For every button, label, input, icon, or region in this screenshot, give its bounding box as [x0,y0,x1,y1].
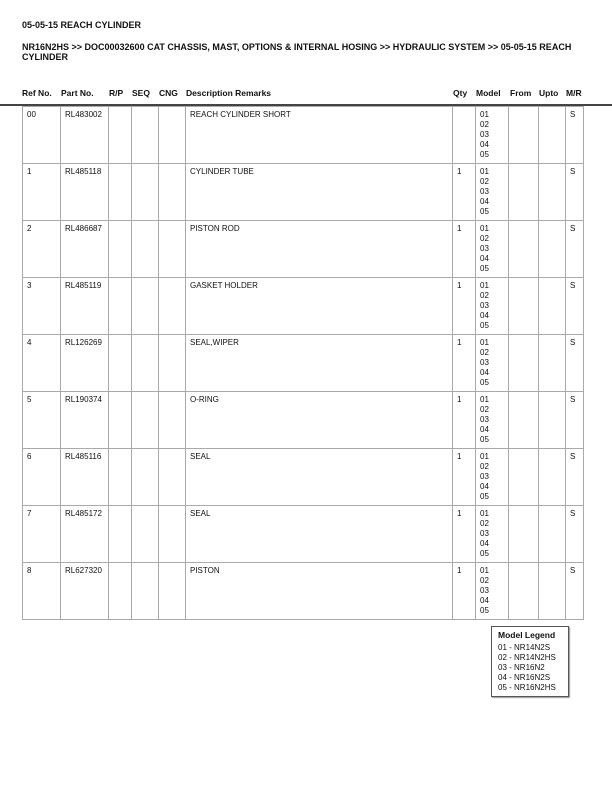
model-code: 01 [480,452,489,461]
upto-cell [539,392,566,449]
ref-cell: 4 [23,335,61,392]
model-code: 03 [480,358,489,367]
legend-item: 04 - NR16N2S [498,673,551,682]
cng-cell [159,221,186,278]
table-row [23,335,584,392]
model-cell [476,164,509,221]
part-no-cell: RL485118 [61,164,109,221]
from-cell [509,164,539,221]
seq-cell [132,221,159,278]
model-code: 04 [480,311,489,320]
part-no-cell: RL627320 [61,563,109,620]
from-cell [509,278,539,335]
cng-cell [159,563,186,620]
model-code: 03 [480,130,489,139]
seq-cell [132,563,159,620]
model-code: 02 [480,291,489,300]
description-cell: O-RING [186,392,453,449]
part-no-cell: RL485119 [61,278,109,335]
model-cell [476,506,509,563]
model-code: 01 [480,509,489,518]
column-header: Model [476,88,501,98]
model-code: 04 [480,539,489,548]
model-code: 05 [480,264,489,273]
model-code: 05 [480,549,489,558]
model-cell [476,563,509,620]
table-row [23,278,584,335]
seq-cell [132,449,159,506]
model-code: 04 [480,368,489,377]
mr-cell: S [566,164,584,221]
ref-cell: 00 [23,107,61,164]
seq-cell [132,392,159,449]
upto-cell [539,221,566,278]
cng-cell [159,164,186,221]
upto-cell [539,449,566,506]
model-code: 03 [480,244,489,253]
model-code: 01 [480,338,489,347]
model-code: 04 [480,596,489,605]
mr-cell: S [566,278,584,335]
description-cell: SEAL,WIPER [186,335,453,392]
part-no-cell: RL485116 [61,449,109,506]
model-code: 01 [480,281,489,290]
from-cell [509,221,539,278]
model-code: 04 [480,197,489,206]
table-row [23,563,584,620]
upto-cell [539,335,566,392]
mr-cell: S [566,449,584,506]
qty-cell [453,107,476,164]
model-code: 04 [480,140,489,149]
table-row [23,221,584,278]
cng-cell [159,278,186,335]
model-cell [476,278,509,335]
rp-cell [109,278,132,335]
seq-cell [132,335,159,392]
model-code: 02 [480,120,489,129]
ref-cell: 1 [23,164,61,221]
table-row [23,107,584,164]
model-code: 04 [480,425,489,434]
column-header: R/P [109,88,124,98]
ref-cell: 3 [23,278,61,335]
part-no-cell: RL190374 [61,392,109,449]
qty-cell: 1 [453,563,476,620]
model-cell [476,107,509,164]
ref-cell: 8 [23,563,61,620]
column-header: CNG [159,88,178,98]
model-code: 01 [480,110,489,119]
rp-cell [109,164,132,221]
legend-item: 01 - NR14N2S [498,643,551,652]
table-row [23,506,584,563]
cng-cell [159,449,186,506]
ref-cell: 2 [23,221,61,278]
model-code: 01 [480,566,489,575]
model-code: 04 [480,482,489,491]
model-code: 02 [480,405,489,414]
upto-cell [539,164,566,221]
seq-cell [132,107,159,164]
from-cell [509,335,539,392]
table-row [23,164,584,221]
description-cell: PISTON [186,563,453,620]
mr-cell: S [566,392,584,449]
model-code: 02 [480,462,489,471]
model-code: 03 [480,187,489,196]
breadcrumb: NR16N2HS >> DOC00032600 CAT CHASSIS, MAST, OPTIONS & INTERNAL HOSING >> HYDRAULIC SYSTEM >> 05-05-15 REACH CYLINDER [22,42,572,62]
model-cell [476,221,509,278]
model-code: 02 [480,234,489,243]
column-header: Description Remarks [186,88,272,98]
model-code: 01 [480,167,489,176]
legend-item: 05 - NR16N2HS [498,683,556,692]
part-no-cell: RL486687 [61,221,109,278]
model-code: 03 [480,586,489,595]
mr-cell: S [566,107,584,164]
table-row [23,392,584,449]
model-code: 05 [480,606,489,615]
column-header: M/R [566,88,582,98]
qty-cell: 1 [453,164,476,221]
from-cell [509,506,539,563]
model-cell [476,335,509,392]
model-code: 03 [480,301,489,310]
cng-cell [159,392,186,449]
legend-item: 02 - NR14N2HS [498,653,556,662]
model-code: 02 [480,576,489,585]
parts-table [22,106,584,620]
rp-cell [109,563,132,620]
model-code: 02 [480,519,489,528]
model-code: 05 [480,321,489,330]
rp-cell [109,107,132,164]
from-cell [509,107,539,164]
rp-cell [109,335,132,392]
model-code: 03 [480,415,489,424]
column-header: Upto [539,88,559,98]
model-code: 05 [480,492,489,501]
column-header: SEQ [132,88,150,98]
upto-cell [539,278,566,335]
model-code: 02 [480,348,489,357]
model-code: 05 [480,207,489,216]
cng-cell [159,335,186,392]
seq-cell [132,506,159,563]
qty-cell: 1 [453,278,476,335]
legend-item: 03 - NR16N2 [498,663,545,672]
model-cell [476,392,509,449]
rp-cell [109,449,132,506]
page-title: 05-05-15 REACH CYLINDER [22,20,142,30]
qty-cell: 1 [453,221,476,278]
cng-cell [159,506,186,563]
from-cell [509,392,539,449]
description-cell: GASKET HOLDER [186,278,453,335]
rp-cell [109,392,132,449]
upto-cell [539,563,566,620]
part-no-cell: RL485172 [61,506,109,563]
upto-cell [539,107,566,164]
upto-cell [539,506,566,563]
mr-cell: S [566,221,584,278]
model-code: 05 [480,378,489,387]
seq-cell [132,164,159,221]
qty-cell: 1 [453,392,476,449]
description-cell: CYLINDER TUBE [186,164,453,221]
model-cell [476,449,509,506]
model-legend [491,626,569,697]
column-header: From [510,88,532,98]
description-cell: PISTON ROD [186,221,453,278]
model-code: 05 [480,150,489,159]
model-code: 01 [480,224,489,233]
from-cell [509,563,539,620]
ref-cell: 6 [23,449,61,506]
model-code: 04 [480,254,489,263]
seq-cell [132,278,159,335]
model-code: 03 [480,529,489,538]
qty-cell: 1 [453,449,476,506]
rp-cell [109,506,132,563]
mr-cell: S [566,563,584,620]
description-cell: SEAL [186,449,453,506]
qty-cell: 1 [453,506,476,563]
qty-cell: 1 [453,335,476,392]
ref-cell: 7 [23,506,61,563]
model-code: 03 [480,472,489,481]
model-code: 05 [480,435,489,444]
column-header: Part No. [61,88,94,98]
mr-cell: S [566,506,584,563]
model-code: 01 [480,395,489,404]
model-code: 02 [480,177,489,186]
ref-cell: 5 [23,392,61,449]
description-cell: SEAL [186,506,453,563]
rp-cell [109,221,132,278]
legend-title: Model Legend [498,630,556,640]
description-cell: REACH CYLINDER SHORT [186,107,453,164]
part-no-cell: RL126269 [61,335,109,392]
column-header: Ref No. [22,88,52,98]
column-header: Qty [453,88,468,98]
from-cell [509,449,539,506]
cng-cell [159,107,186,164]
part-no-cell: RL483002 [61,107,109,164]
mr-cell: S [566,335,584,392]
table-row [23,449,584,506]
